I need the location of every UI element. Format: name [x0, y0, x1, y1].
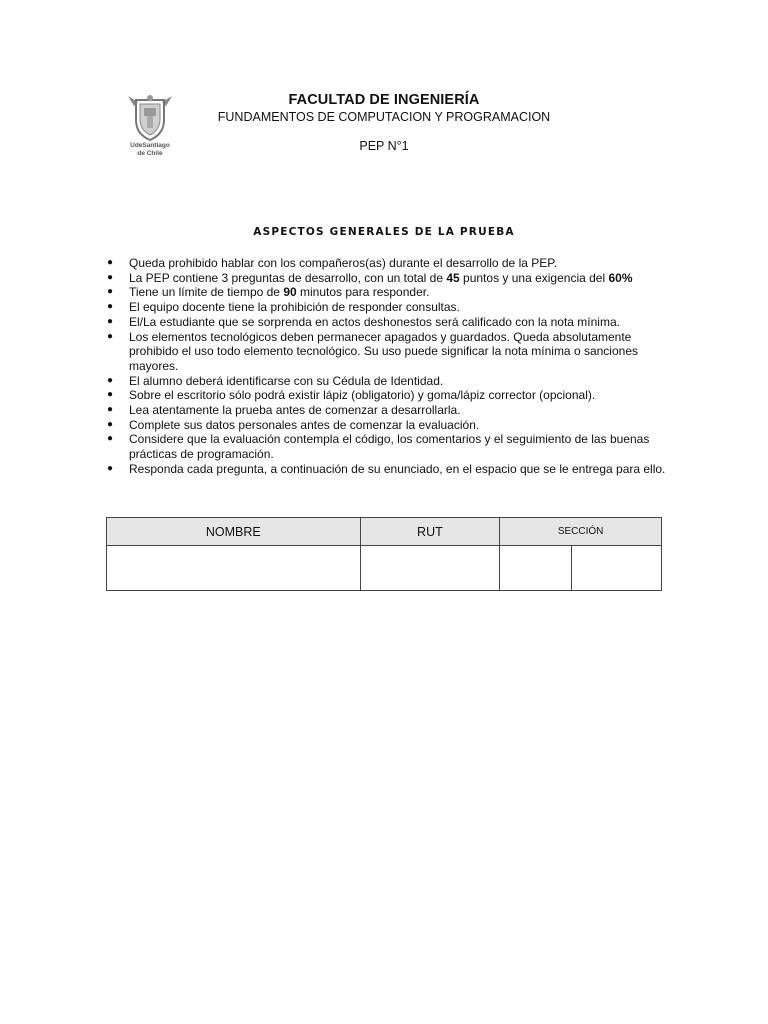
- rule-text: Queda prohibido hablar con los compañeros(as) durante el desarrollo de la PEP.: [129, 256, 558, 270]
- rut-cell[interactable]: [360, 546, 500, 591]
- bullet-icon: ●: [107, 374, 114, 386]
- rule-text: 60%: [608, 270, 633, 285]
- bullet-icon: ●: [107, 301, 114, 313]
- rule-text: Complete sus datos personales antes de comenzar la evaluación.: [129, 417, 480, 432]
- bullet-icon: ●: [107, 462, 114, 474]
- student-data-table: [106, 517, 662, 591]
- rule-text: Sobre el escritorio sólo podrá existir lápiz (obligatorio) y goma/lápiz corrector (opcional).: [129, 388, 596, 403]
- faculty-title: FACULTAD DE INGENIERÍA: [288, 92, 480, 108]
- rule-text: minutos para responder.: [296, 285, 430, 300]
- table-header-row: [107, 518, 662, 546]
- rule-text: 90: [283, 285, 297, 300]
- bullet-icon: ●: [107, 404, 114, 416]
- name-cell[interactable]: [107, 546, 361, 591]
- rule-text: El/La estudiante que se sorprenda en actos deshonestos será calificado con la nota mínima.: [129, 314, 620, 329]
- rule-text: Tiene un límite de tiempo de: [129, 285, 284, 300]
- rule-text: 45: [446, 270, 460, 285]
- rule-text: Responda cada pregunta, a continuación de su enunciado, en el espacio que se le entrega para ello.: [129, 461, 666, 476]
- bullet-icon: ●: [107, 433, 114, 445]
- rule-text: El equipo docente tiene la prohibición de responder consultas.: [129, 300, 460, 315]
- rule-text: puntos y una exigencia del: [459, 270, 609, 285]
- exam-title: PEP N°1: [359, 139, 409, 153]
- list-item: [106, 285, 666, 300]
- list-item: [106, 403, 666, 418]
- logo-caption-line-2: de Chile: [137, 150, 163, 157]
- list-item: [106, 315, 666, 330]
- section-title: ASPECTOS GENERALES DE LA PRUEBA: [253, 226, 515, 238]
- list-item: [106, 432, 666, 461]
- list-item: [106, 418, 666, 433]
- bullet-icon: ●: [107, 271, 114, 283]
- header-name: NOMBRE: [107, 518, 361, 546]
- rule-text: El alumno deberá identificarse con su Cédula de Identidad.: [129, 373, 444, 388]
- bullet-icon: ●: [107, 330, 114, 342]
- bullet-icon: ●: [107, 286, 114, 298]
- list-item: [106, 300, 666, 315]
- list-item: [106, 462, 666, 477]
- bullet-icon: ●: [107, 418, 114, 430]
- rule-text: Los elementos tecnológicos deben permanecer apagados y guardados. Queda absolutamente prohibido el uso todo elemento tecnológico. Su uso puede significar la nota mínima o sanciones mayores.: [129, 329, 638, 373]
- rules-list: [106, 256, 666, 477]
- rule-text: Considere que la evaluación contempla el código, los comentarios y el seguimiento de las buenas prácticas de programación.: [129, 432, 650, 462]
- list-item: [106, 271, 666, 286]
- bullet-icon: ●: [107, 257, 114, 268]
- course-title: FUNDAMENTOS DE COMPUTACION Y PROGRAMACION: [217, 110, 551, 124]
- rule-text: Lea atentamente la prueba antes de comenzar a desarrollarla.: [129, 403, 461, 418]
- list-item: [106, 256, 666, 271]
- section-cell-2[interactable]: [572, 546, 662, 591]
- logo-caption-line-1: UdeSantiago: [130, 142, 170, 149]
- section-cell-1[interactable]: [500, 546, 572, 591]
- header-section: SECCIÓN: [500, 518, 662, 546]
- rule-text: La PEP contiene 3 preguntas de desarrollo, con un total de: [129, 270, 447, 285]
- table-row: [107, 546, 662, 591]
- bullet-icon: ●: [107, 315, 114, 327]
- list-item: [106, 388, 666, 403]
- bullet-icon: ●: [107, 389, 114, 401]
- list-item: [106, 374, 666, 389]
- list-item: [106, 330, 666, 374]
- header-rut: RUT: [360, 518, 500, 546]
